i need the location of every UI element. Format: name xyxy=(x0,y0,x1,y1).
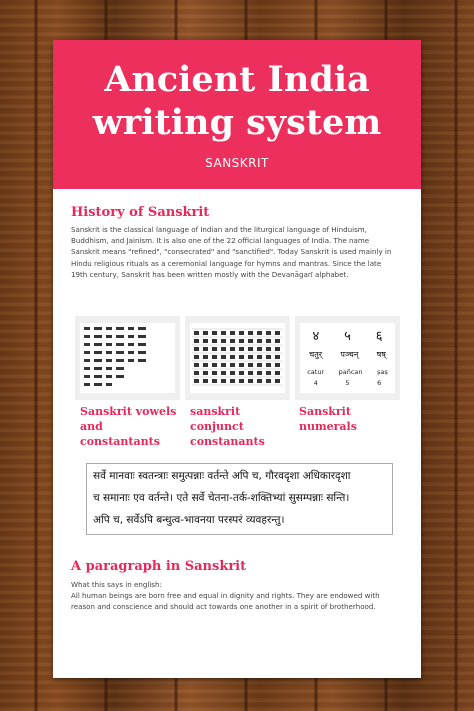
numeral-translit: catur xyxy=(307,368,325,376)
history-line: Hindu religious rituals as a ceremonial language for hymns and mantras. Since the late xyxy=(71,258,382,268)
history-line: Sanskrit means "refined", "consecrated" and "sanctified". Today Sanskrit is used mainly in xyxy=(71,247,392,257)
vowels-chart-drawing xyxy=(80,323,175,393)
conjunct-consonants-image xyxy=(185,316,290,400)
numerals-word-row xyxy=(300,349,395,360)
history-line: Buddhism, and Jainism. It is also one of the 22 official languages of India. The name xyxy=(71,236,370,246)
numeral-glyph: ६ xyxy=(375,329,383,344)
history-line: Sanskrit is the classical language of Indian and the liturgical language of Hinduism, xyxy=(71,225,367,234)
conjunct-chart-picture xyxy=(190,323,285,393)
numeral-digit: 6 xyxy=(377,379,382,387)
history-paragraph xyxy=(71,224,404,280)
translation-text xyxy=(71,590,404,612)
vowels-caption xyxy=(80,404,180,449)
numeral-digit: 4 xyxy=(313,379,318,387)
numeral-glyph: ४ xyxy=(312,329,320,344)
sample-line-3: अपि च, सर्वेऽपि बन्धुत्व-भावनया परस्परं व्यवहरन्तु। xyxy=(93,514,285,526)
numerals-glyph-row xyxy=(300,326,395,344)
caption-line: Sanskrit xyxy=(299,405,351,418)
caption-line: and xyxy=(80,420,103,433)
paragraph-heading: A paragraph in Sanskrit xyxy=(71,559,247,574)
numeral-translit: ṣaṣ xyxy=(376,368,388,376)
numerals-digit-row xyxy=(300,379,395,387)
sample-line-2: च समानाः एव वर्तन्ते। एते सर्वे चेतना-तर्क-शक्तिभ्यां सुसम्पन्नाः सन्ति। xyxy=(93,492,350,504)
numerals-chart xyxy=(300,323,395,393)
history-line: 19th century, Sanskrit has been written mostly with the Devanāgarī alphabet. xyxy=(71,269,349,279)
conjunct-caption xyxy=(190,404,290,449)
sanskrit-sample-box xyxy=(86,463,393,535)
translation-line: reason and conscience and should act towards one another in a spirit of brotherhood. xyxy=(71,602,376,612)
caption-line: sanskrit xyxy=(190,405,241,418)
history-heading: History of Sanskrit xyxy=(71,205,210,220)
numeral-translit: pañcan xyxy=(338,368,363,376)
poster-card xyxy=(53,40,421,678)
poster-subtitle: SANSKRIT xyxy=(205,156,269,170)
conjunct-chart-drawing xyxy=(190,323,285,393)
numeral-digit: 5 xyxy=(345,379,350,387)
title-banner xyxy=(53,40,421,189)
numeral-glyph: ५ xyxy=(344,329,351,344)
caption-line: conjunct xyxy=(190,420,244,433)
poster-title xyxy=(53,58,421,144)
numerals-translit-row xyxy=(300,368,395,376)
title-line-2: writing system xyxy=(92,102,382,143)
caption-line: constanants xyxy=(190,435,265,448)
sample-line-1: सर्वे मानवाः स्वतन्त्राः समुत्पन्नाः वर्तन्ते अपि च, गौरवदृशा अधिकारदृशा xyxy=(93,470,351,482)
numerals-caption xyxy=(299,404,399,434)
numeral-word: पञ्चन् xyxy=(340,350,359,359)
numeral-word: चतुर् xyxy=(309,350,323,359)
caption-line: constantants xyxy=(80,435,160,448)
translation-label: What this says in english: xyxy=(71,580,162,589)
numerals-image xyxy=(295,316,400,400)
vowels-chart-picture xyxy=(80,323,175,393)
translation-line: All human beings are born free and equal in dignity and rights. They are endowed with xyxy=(71,591,380,600)
numeral-word: षष् xyxy=(376,350,386,359)
caption-line: Sanskrit vowels xyxy=(80,405,177,418)
title-line-1: Ancient India xyxy=(104,59,370,100)
caption-line: numerals xyxy=(299,420,357,433)
vowels-consonants-image xyxy=(75,316,180,400)
